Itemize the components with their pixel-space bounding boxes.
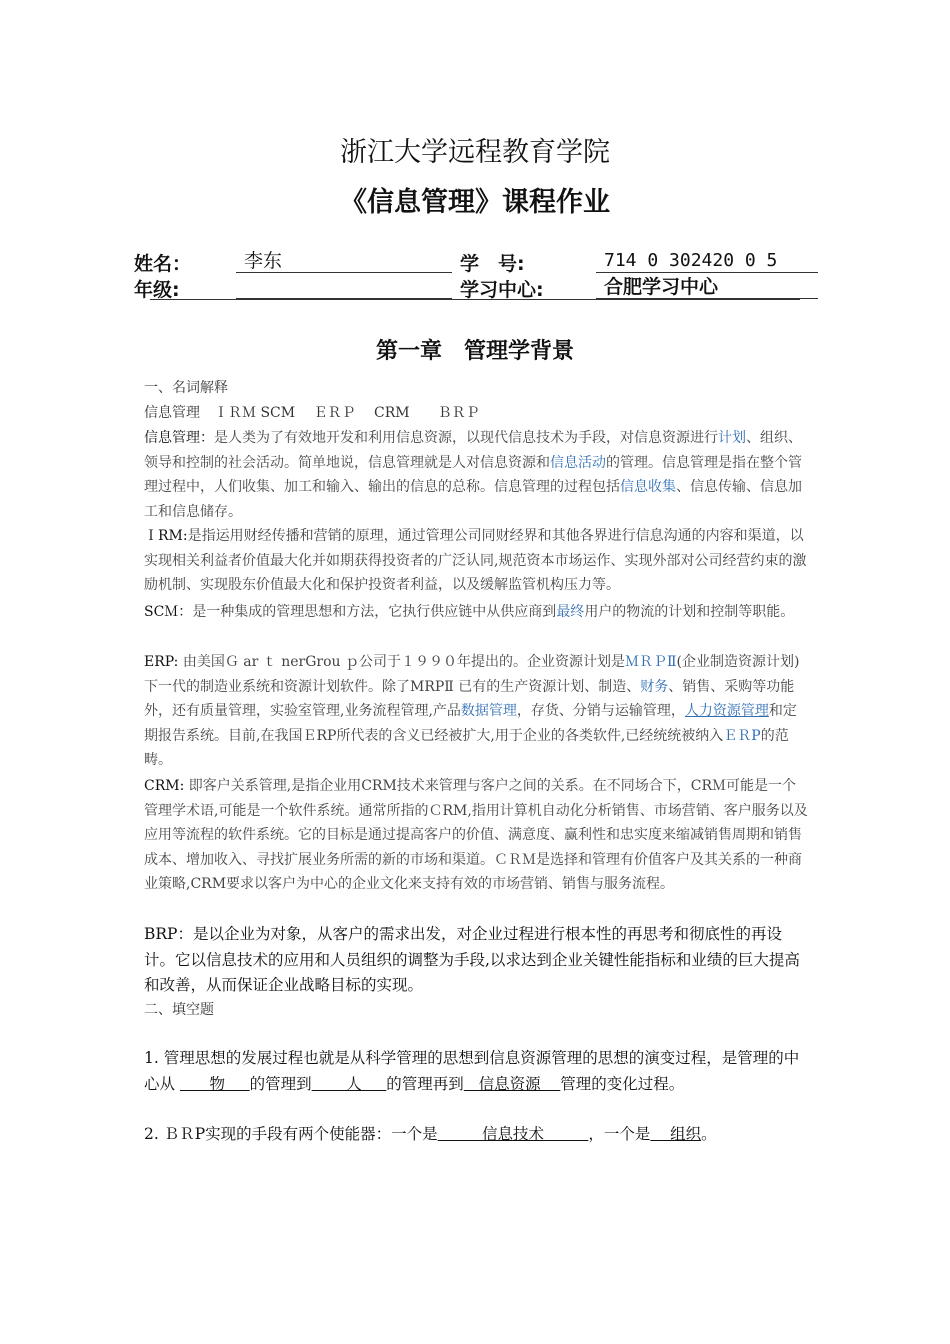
link-plan[interactable]: 计划 [718, 430, 746, 446]
term-label: CRM: [144, 778, 185, 794]
course-title: 《信息管理》课程作业 [340, 187, 610, 218]
definition-crm: CRM: 即客户关系管理,是指企业用CRM技术来管理与客户之间的关系。在不同场合下，CRＭ可能是一个管理学术语,可能是一个软件系统。通常所指的ＣRM,指用计算机自动化分析销售、市场营销、客户服务以及应用等流程的软件系统。它的目标是通过提高客户的价值、满意度、赢利性和忠实度来缩减销售周期和销售成本、增加收入、寻找扩展业务所需的新的市场和渠道。ＣＲＭ是选择和管理有价值客户及其关系的一种商业策略,CRM要求以客户为中心的企业文化来支持有效的市场营销、销售与服务流程。 [144, 778, 808, 892]
student-id-field: 714 0 302420 0 5 [596, 249, 818, 273]
name-field: 李东 [236, 249, 452, 273]
link-info-activity[interactable]: 信息活动 [550, 454, 606, 471]
grade-field [236, 275, 452, 299]
answer-blank: 人 [311, 1074, 387, 1093]
definition-erp: ERP: 由美国Ｇ ar ｔ nerGrou ｐ公司于１９９０年提出的。企业资源计划是ＭＲＰⅡ(企业制造资源计划)下一代的制造业系统和资源计划软件。除了MRPⅡ 已有的生产资源计划、制造、财务、销售、采购等功能外，还有质量管理，实验室管理,业务流程管理,产品数据管理，存货、分销与运输管理，人力资源管理和定期报告系统。目前,在我国ＥRP所代表的含义已经被扩大,用于企业的各类软件,已经统统被纳入ＥＲP的范畴。 [144, 654, 800, 768]
chapter-title: 第一章 管理学背景 [375, 339, 574, 364]
term-label: ＩRM: [144, 528, 188, 544]
student-id-label: 学 号: [460, 253, 525, 275]
fill-blank-question-1: 1. 管理思想的发展过程也就是从科学管理的思想到信息资源管理的思想的演变过程，是管理的中心从 物 的管理到 人 的管理再到 信息资源 管理的变化过程。 [144, 1049, 800, 1093]
definition-scm: SCＭ：是一种集成的管理思想和方法，它执行供应链中从供应商到最终用户的物流的计划和控制等职能。 [144, 604, 795, 620]
term-label: SCＭ： [144, 604, 193, 620]
link-final[interactable]: 最终 [556, 604, 585, 620]
answer-blank: 物 [179, 1074, 250, 1093]
learning-center-label: 学习中心: [460, 279, 544, 301]
definition-info-management: 信息管理：是人类为了有效地开发和利用信息资源，以现代信息技术为手段，对信息资源进行计划、组织、领导和控制的社会活动。简单地说，信息管理就是人对信息资源和信息活动的管理。信息管理是指在整个管理过程中，人们收集、加工和输入、输出的信息的总称。信息管理的过程包括信息收集、信息传输、信息加工和信息储存。 [144, 430, 802, 520]
answer-blank: 信息技术 [437, 1125, 589, 1143]
answer-blank: 信息资源 [463, 1074, 561, 1093]
grade-label: 年级: [134, 279, 180, 301]
section-heading-fill-blank: 二、填空题 [144, 1002, 214, 1018]
link-hr-management[interactable]: 人力资源管理 [684, 703, 769, 719]
link-data-management[interactable]: 数据管理 [460, 703, 517, 719]
link-erp[interactable]: ＥＲP [723, 727, 761, 744]
link-info-collection[interactable]: 信息收集 [620, 479, 676, 495]
link-mrp2[interactable]: ＭＲＰⅡ [625, 654, 677, 670]
link-finance[interactable]: 财务 [640, 678, 669, 695]
institution-title: 浙江大学远程教育学院 [340, 137, 610, 168]
terms-list: 信息管理 ＩＲＭ SCM ＥＲＰ CRM ＢＲＰ [144, 405, 480, 421]
learning-center-field: 合肥学习中心 [596, 275, 818, 299]
name-label: 姓名： [134, 253, 192, 275]
section-heading-terms: 一、名词解释 [144, 380, 228, 396]
fill-blank-question-2: 2. ＢＲP实现的手段有两个使能器：一个是 信息技术 ，一个是 组织。 [144, 1125, 717, 1143]
answer-blank: 组织 [650, 1125, 702, 1143]
term-label: ERP: [144, 654, 179, 670]
definition-irm: ＩRM:是指运用财经传播和营销的原理，通过管理公司同财经界和其他各界进行信息沟通的内容和渠道，以实现相关利益者价值最大化并如期获得投资者的广泛认同,规范资本市场运作、实现外部对公司经营约束的激励机制、实现股东价值最大化和保护投资者利益，以及缓解监管机构压力等。 [144, 528, 807, 593]
term-label: 信息管理： [144, 430, 214, 446]
definition-brp: BRP：是以企业为对象，从客户的需求出发，对企业过程进行根本性的再思考和彻底性的再设计。它以信息技术的应用和人员组织的调整为手段,以求达到企业关键性能指标和业绩的巨大提高和改善，从而保证企业战略目标的实现。 [144, 925, 800, 994]
header-divider [150, 299, 800, 300]
term-label: BRP： [144, 925, 193, 943]
